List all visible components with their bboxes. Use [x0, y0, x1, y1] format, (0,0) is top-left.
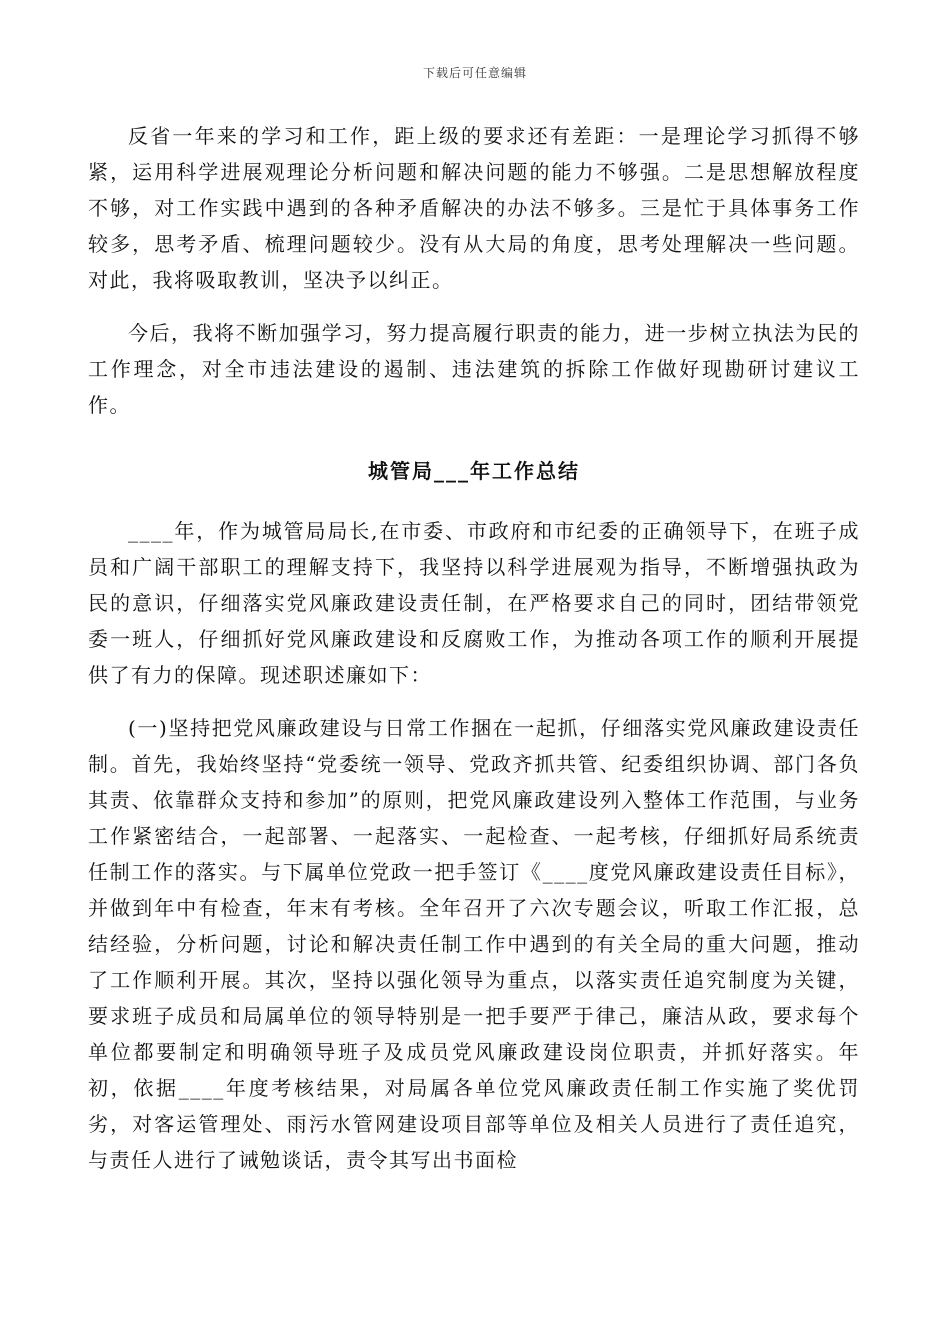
section-title: 城管局___年工作总结: [368, 459, 580, 483]
paragraph-item-one: (一)坚持把党风廉政建设与日常工作捆在一起抓，仔细落实党风廉政建设责任制。首先，我始终坚持“党委统一领导、党政齐抓共管、纪委组织协调、部门各负其责、依靠群众支持和参加”的原则，把党风廉政建设列入整体工作范围，与业务工作紧密结合，一起部署、一起落实、一起检查、一起考核，仔细抓好局系统责任制工作的落实。与下属单位党政一把手签订《____度党风廉政建设责任目标》，并做到年中有检查，年末有考核。全年召开了六次专题会议，听取工作汇报，总结经验，分析问题，讨论和解决责任制工作中遇到的有关全局的重大问题，推动了工作顺利开展。其次，坚持以强化领导为重点，以落实责任追究制度为关键，要求班子成员和局属单位的领导特别是一把手要严于律己，廉洁从政，要求每个单位都要制定和明确领导班子及成员党风廉政建设岗位职责，并抓好落实。年初，依据____年度考核结果，对局属各单位党风廉政责任制工作实施了奖优罚劣，对客运管理处、雨污水管网建设项目部等单位及相关人员进行了责任追究，与责任人进行了诫勉谈话，责令其写出书面检: [88, 716, 860, 1172]
paragraph-future-plans: 今后，我将不断加强学习，努力提高履行职责的能力，进一步树立执法为民的工作理念，对全市违法建设的遏制、违法建筑的拆除工作做好现勘研讨建议工作。: [88, 321, 860, 417]
paragraph-introduction: ____年，作为城管局局长,在市委、市政府和市纪委的正确领导下，在班子成员和广阔干部职工的理解支持下，我坚持以科学进展观为指导，不断增强执政为民的意识，仔细落实党风廉政建设责任制，在严格要求自己的同时，团结带领党委一班人，仔细抓好党风廉政建设和反腐败工作，为推动各项工作的顺利开展提供了有力的保障。现述职述廉如下：: [88, 519, 860, 687]
page-header-note: 下载后可任意编辑: [422, 66, 527, 80]
document-body: [88, 118, 860, 1178]
paragraph-shortcomings: 反省一年来的学习和工作，距上级的要求还有差距：一是理论学习抓得不够紧，运用科学进展观理论分析问题和解决问题的能力不够强。二是思想解放程度不够，对工作实践中遇到的各种矛盾解决的办法不够多。三是忙于具体事务工作较多，思考矛盾、梳理问题较少。没有从大局的角度，思考处理解决一些问题。对此，我将吸取教训，坚决予以纠正。: [88, 124, 860, 292]
